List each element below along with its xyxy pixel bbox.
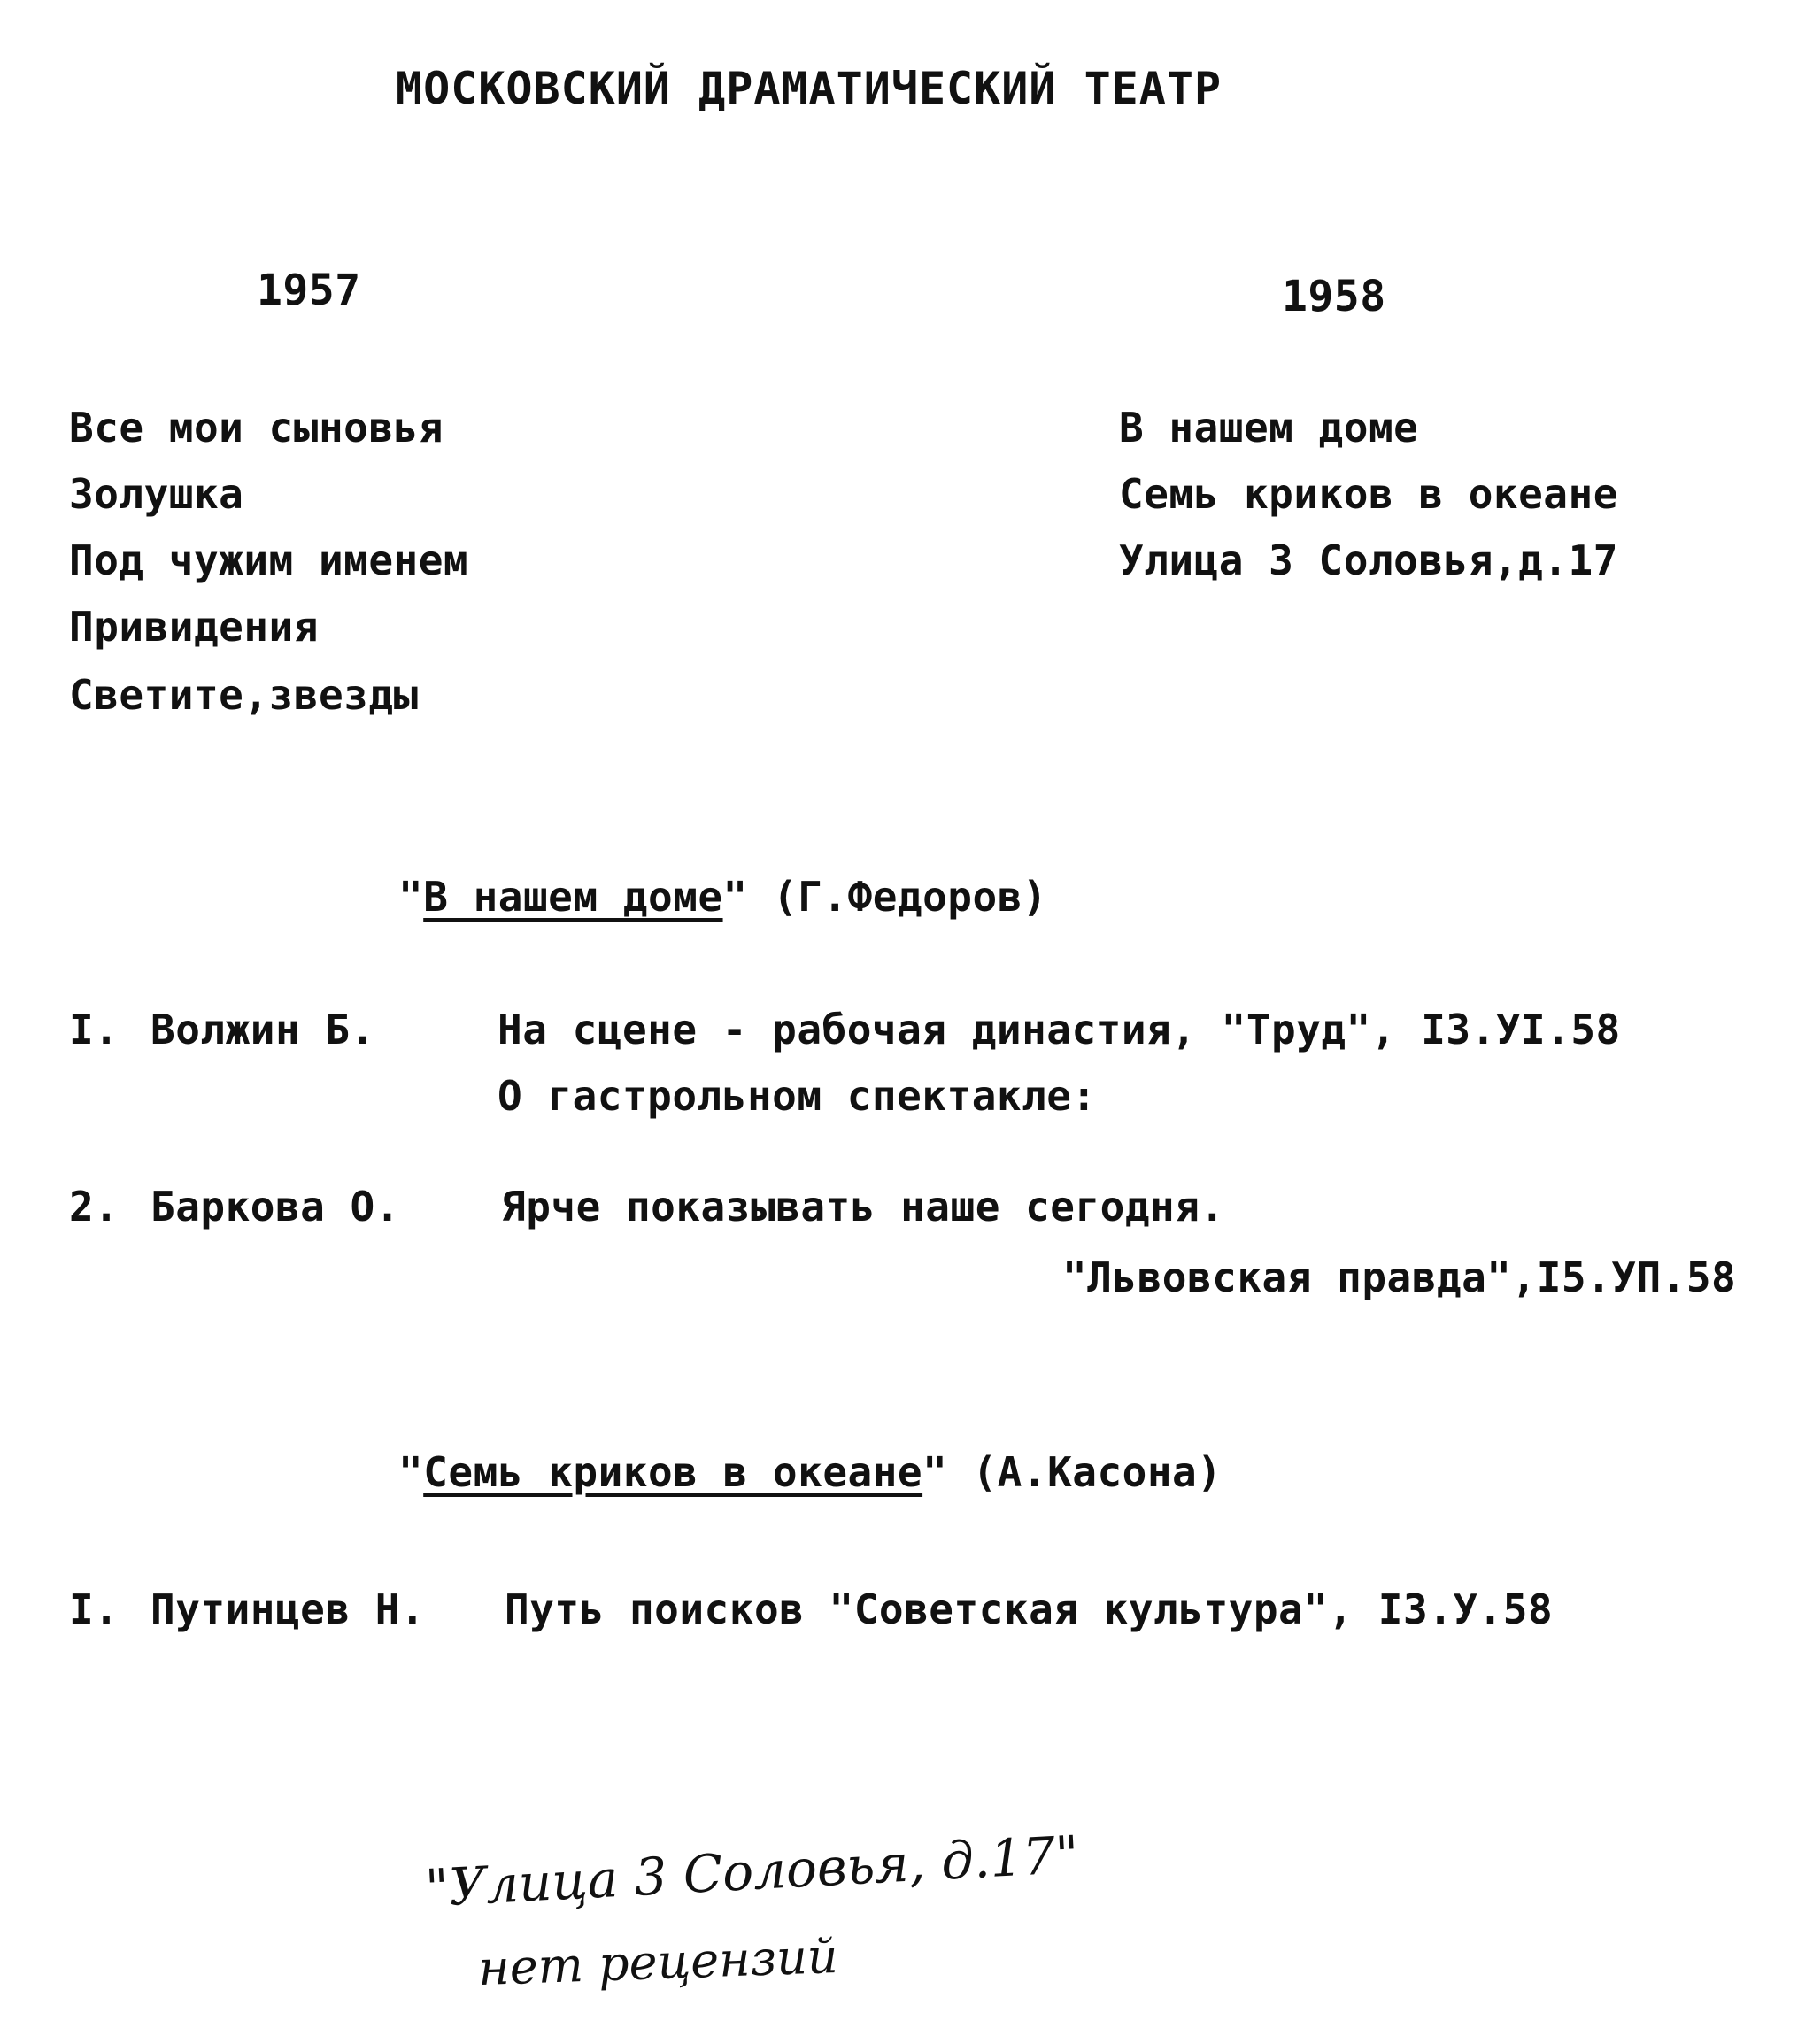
review-1-reviewer: Волжин Б. [150,1006,375,1053]
year-1957: 1957 [257,266,361,315]
review-2-number: 2. [69,1183,120,1230]
section-heading-1 [398,872,1047,922]
play-1958-2: Семь криков в океане [1119,470,1618,518]
play-1958-3: Улица 3 Соловья,д.17 [1119,536,1618,584]
section-heading-2 [398,1447,1222,1497]
review-3-reviewer: Путинцев Н. [150,1585,426,1633]
review-3-number: I. [69,1585,120,1633]
review-2-source: "Львовская правда",I5.УП.58 [1062,1253,1737,1301]
section-play-title-2: Семь криков в океане [423,1448,923,1496]
section-play-title-1: В нашем доме [423,873,723,921]
review-2-reviewer: Баркова О. [150,1183,400,1230]
play-1957-1: Все мои сыновья [69,404,444,451]
review-3-line-1: Путь поисков "Советская культура", I3.У.58 [505,1585,1554,1633]
quote-open: " [398,873,424,921]
section-author-2: (А.Касона) [947,1448,1223,1496]
review-1-number: I. [69,1006,120,1053]
handwritten-note-line-2: нет рецензий [477,1927,839,1997]
quote-close: " [922,1448,948,1496]
quote-close: " [722,873,748,921]
handwritten-note-line-1: "Улица 3 Соловья, д.17" [423,1824,1081,1919]
play-1957-4: Привидения [69,603,319,651]
theatre-title: МОСКОВСКИЙ ДРАМАТИЧЕСКИЙ ТЕАТР [396,63,1223,114]
section-author-1: (Г.Федоров) [747,873,1048,921]
review-2-line-1: Ярче показывать наше сегодня. [501,1183,1225,1230]
review-1-line-2: О гастрольном спектакле: [498,1072,1097,1120]
play-1957-5: Светите,звезды [69,671,419,719]
play-1957-2: Золушка [69,470,244,518]
year-1958: 1958 [1282,272,1386,321]
play-1957-3: Под чужим именем [69,536,469,584]
quote-open: " [398,1448,424,1496]
review-1-line-1: На сцене - рабочая династия, "Труд", I3.УI.58 [498,1006,1621,1053]
play-1958-1: В нашем доме [1119,404,1419,451]
